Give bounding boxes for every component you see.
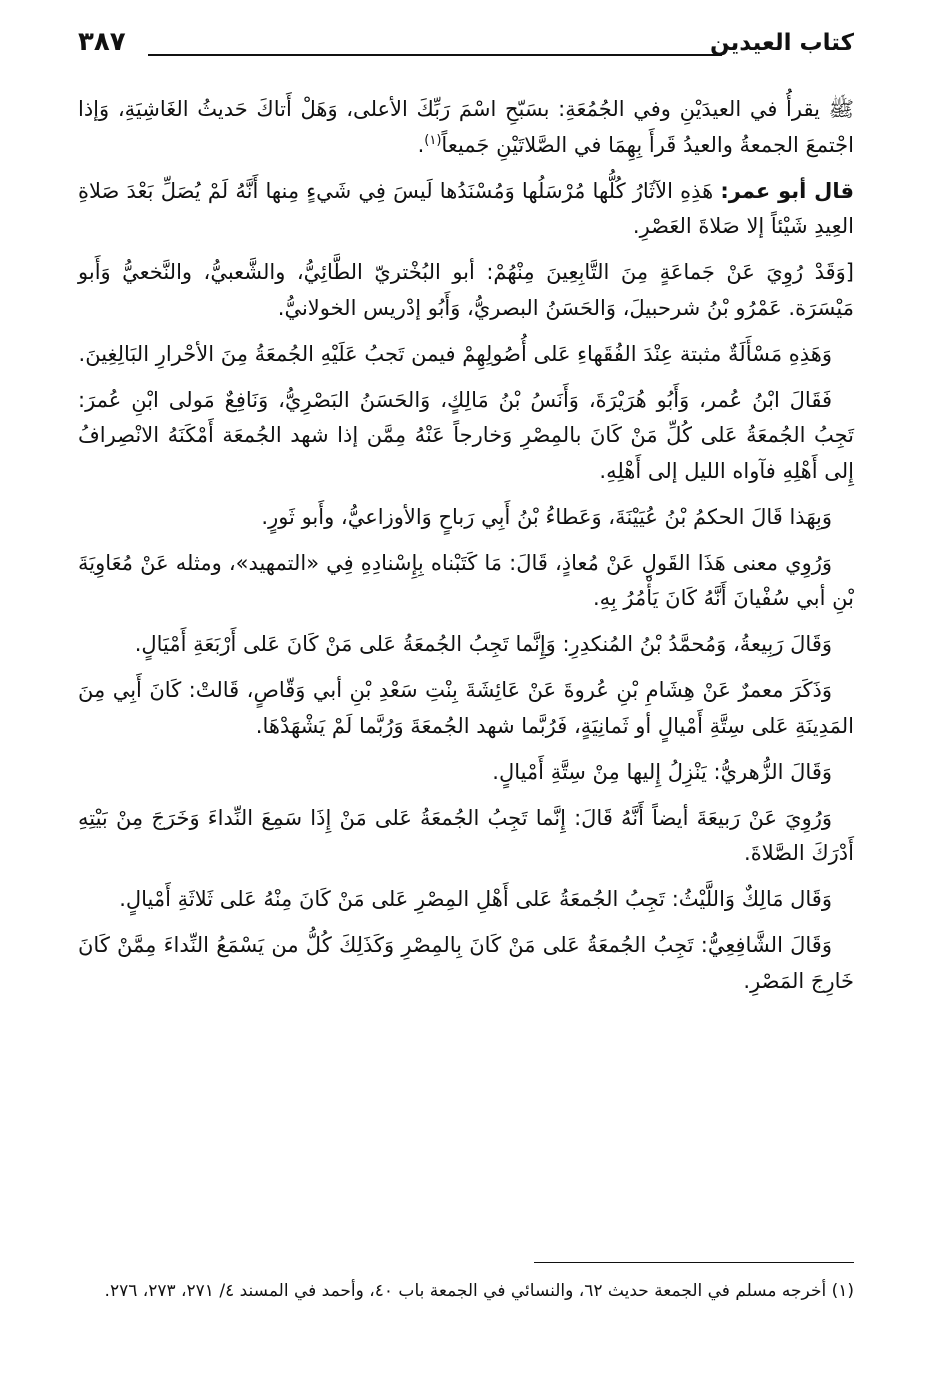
- main-text: [78, 92, 854, 1010]
- paragraph-13: [78, 928, 854, 999]
- footnote-reference: (١): [424, 132, 442, 148]
- paragraph-7: [78, 546, 854, 617]
- paragraph-3: [78, 255, 854, 326]
- paragraph-11: [78, 801, 854, 872]
- paragraph-text: ﷺ يقرأُ في العيدَيْنِ وفي الجُمُعَةِ: بسَبّحِ اسْمَ رَبِّكَ الأعلى، وَهَلْ أَتاكَ حَديثُ الغَاشِيَةِ، وَإذا اجْتمعَ الجمعةُ والعيدُ قَرأَ بِهِمَا في الصَّلاتَيْنِ جَميعاً: [78, 97, 854, 157]
- paragraph-9: [78, 673, 854, 744]
- paragraph-text: وَقَالَ رَبِيعةُ، وَمُحمَّدُ بْنُ المُنكدِرِ: وَإِنَّما تَجِبُ الجُمعَةُ عَلى مَنْ كَانَ عَلى أَرْبَعَةِ أَمْيَالٍ.: [134, 632, 832, 656]
- paragraph-text: وَهَذِهِ مَسْأَلَةٌ مثبتة عِنْدَ الفُقَهاءِ عَلى أُصُولِهِمْ فيمن تَجبُ عَلَيْهِ الجُمعَةُ مِنَ الأحْرارِ البَالِغِينَ.: [78, 341, 832, 366]
- paragraph-1: [78, 92, 854, 163]
- paragraph-text: وَرُوِيَ عَنْ رَبيعَةَ أيضاً أَنَّهُ قَالَ: إِنَّما تَجِبُ الجُمعَةُ عَلى مَنْ إِذَا سَمِعَ النِّداءَ وَخَرَجَ مِنْ بَيْتِهِ أَدْرَكَ الصَّلاةَ.: [78, 805, 854, 865]
- paragraph-10: [78, 755, 854, 791]
- paragraph-text: فَقَالَ ابْنُ عُمر، وَأَبُو هُرَيْرَةَ، وَأَنَسُ بْنُ مَالِكٍ، وَالحَسَنُ البَصْرِيُّ، وَنَافِعٌ مَولى ابْنِ عُمرَ: تَجِبُ الجُمعَةُ عَلى كُلِّ مَنْ كَانَ بالمِصْرِ وَخارجاً عَنْهُ مِمَّن إذا شهد الجُمعَة أَمْكَنَهُ الانْصِرافُ إِلى أَهْلِهِ فآواه الليل إلى أَهْلِهِ.: [78, 387, 854, 483]
- paragraph-tail: .: [417, 132, 425, 157]
- footnote: (١) أخرجه مسلم في الجمعة حديث ٦٢، والنسائي في الجمعة باب ٤٠، وأحمد في المسند ٤/ ٢٧١، ٢٧٣، ٢٧٦.: [104, 1281, 854, 1301]
- running-title: كتاب العيدين: [709, 30, 854, 56]
- speaker-label: قال أبو عمر:: [720, 178, 854, 203]
- paragraph-12: [78, 882, 854, 918]
- paragraph-text: وَقَالَ الشَّافِعِيُّ: تَجِبُ الجُمعَةُ عَلى مَنْ كَانَ بِالمِصْرِ وَكَذَلِكَ كُلُّ من يَسْمَعُ النِّداءَ مِمَّنْ كَانَ خَارِجَ المَصْرِ.: [78, 933, 854, 993]
- paragraph-text: وَرُوِي معنى هَذَا القَولِ عَنْ مُعاذٍ، قَالَ: مَا كَتَبْناه بِإِسْنادِهِ فِي «التمهيد»، ومثله عَنْ مُعَاوِيَةَ بْنِ أبي سُفْيانَ أَنَّهُ كَانَ يَأْمُرُ بِهِ.: [78, 550, 854, 610]
- page-header: [78, 22, 854, 68]
- page-number: ٣٨٧: [78, 27, 126, 57]
- paragraph-4: [78, 337, 854, 373]
- paragraph-5: [78, 383, 854, 490]
- paragraph-text: [وَقَدْ رُوِيَ عَنْ جَماعَةٍ مِنَ التَّابِعِينَ مِنْهُمْ: أبو البُخْتريّ الطَّائِيُّ، والشَّعبيُّ، والنَّخعيُّ وَأَبو مَيْسَرَة. عَمْرُو بْنُ شرحبيلَ، وَالحَسَنُ البصريُّ، وَأَبُو إدْريس الخولانيُّ.: [78, 260, 854, 320]
- paragraph-text: وَذَكَرَ معمرٌ عَنْ هِشَامِ بْنِ عُروةَ عَنْ عَائِشَةَ بِنْتِ سَعْدِ بْنِ أبي وَقّاصٍ، قَالتْ: كَانَ أَبِي مِنَ المَدِينَةِ عَلى سِتَّةِ أَمْيالٍ أو ثَمانِيَةٍ، فَرُبَّما شهد الجُمعَةَ وَرُبَّما لَمْ يَشْهَدْهَا.: [78, 678, 854, 738]
- paragraph-6: [78, 500, 854, 536]
- footnote-rule: [534, 1262, 854, 1263]
- header-rule: [148, 54, 722, 56]
- paragraph-2: [78, 174, 854, 245]
- paragraph-8: [78, 627, 854, 663]
- paragraph-text: هَذِهِ الآثَارُ كُلُّها مُرْسَلُها وَمُسْنَدُها لَيسَ فِي شَيءٍ مِنها أَنَّهُ لَمْ يُصَلِّ بَعْدَ صَلاةِ العِيدِ شَيْئاً إلا صَلاةَ العَصْرِ.: [78, 178, 854, 238]
- paragraph-text: وَقَال مَالِكٌ وَاللَّيْثُ: تَجِبُ الجُمعَةُ عَلى أَهْلِ المِصْرِ عَلى مَنْ كَانَ مِنْهُ عَلى ثَلاثَةِ أَمْيالٍ.: [119, 887, 832, 911]
- paragraph-text: وَبِهَذا قَالَ الحكمُ بْنُ عُيَيْنَةَ، وَعَطاءُ بْنُ أَبِي رَباحٍ وَالأوزاعيُّ، وأَبو ثَورٍ.: [261, 504, 832, 529]
- paragraph-text: وَقَالَ الزُّهريُّ: يَنْزِلُ إِليها مِنْ سِتَّةِ أَمْيالٍ.: [492, 759, 832, 784]
